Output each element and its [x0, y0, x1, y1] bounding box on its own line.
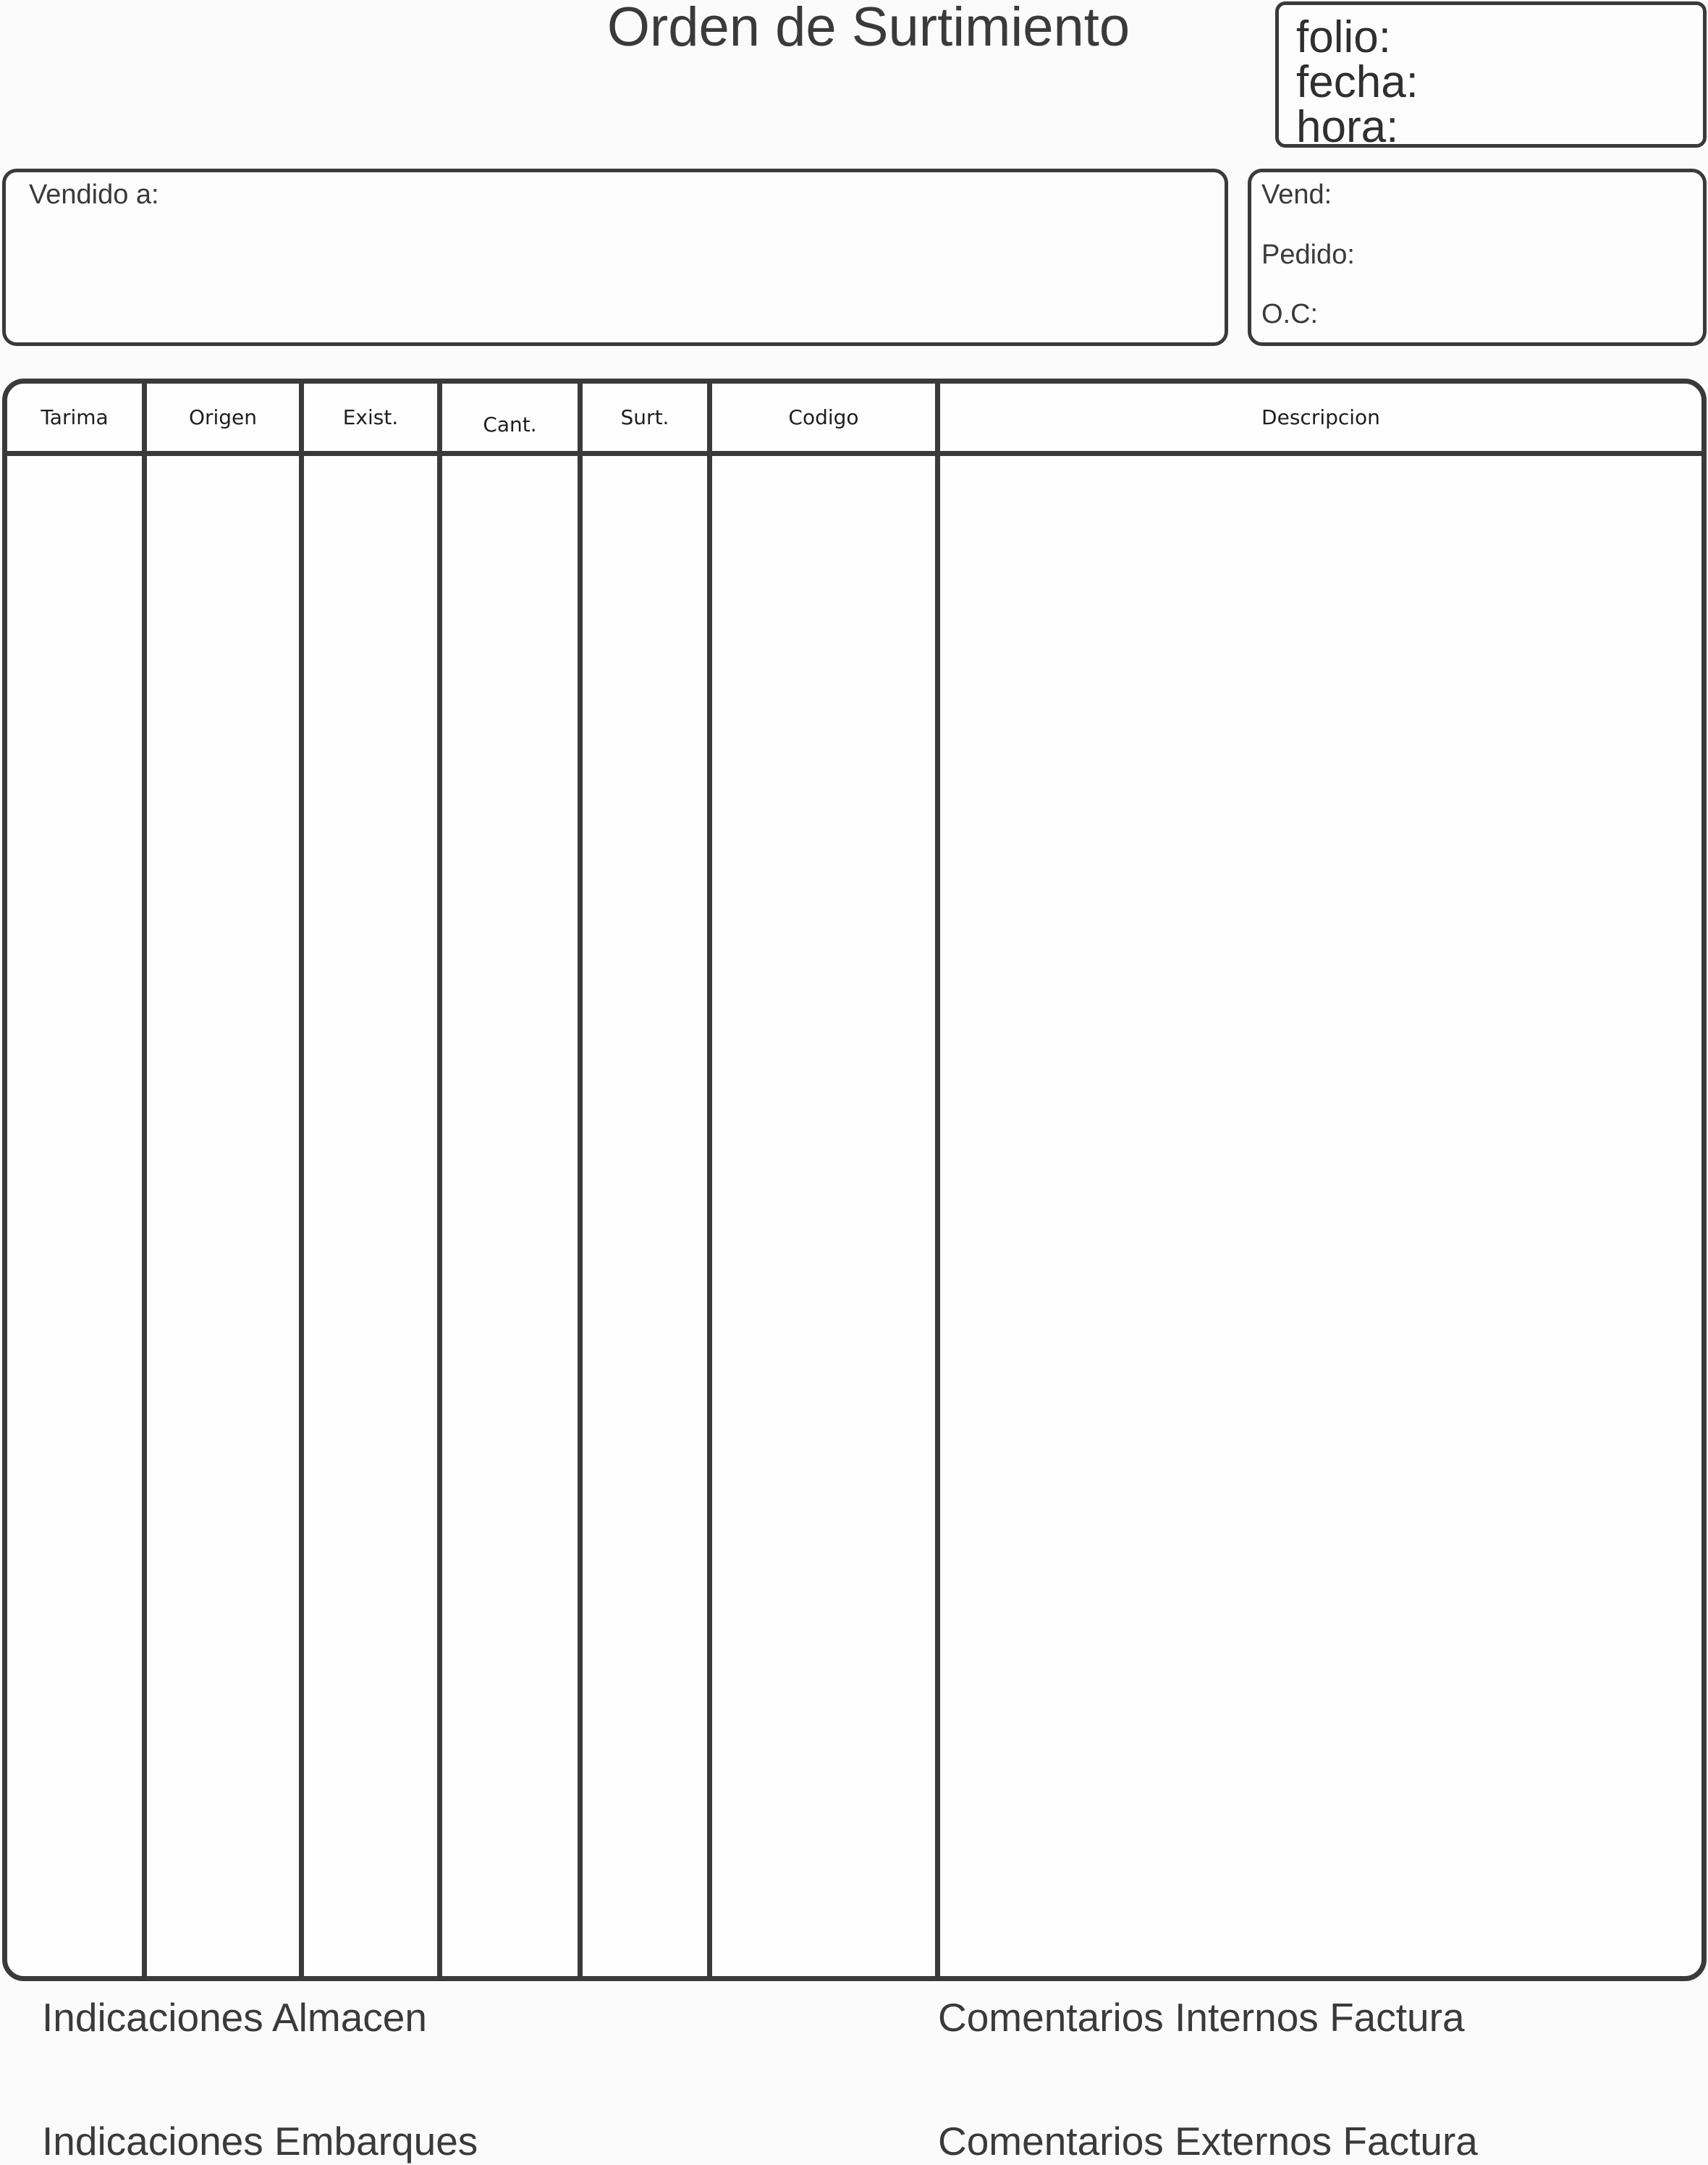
- indicaciones-almacen-label: Indicaciones Almacen: [42, 1995, 427, 2040]
- column-divider: [578, 384, 583, 1976]
- sales-info-box: [1248, 169, 1707, 346]
- column-header-codigo: Codigo: [788, 405, 859, 429]
- vendido-label: Vendido a:: [29, 180, 159, 210]
- column-header-exist: Exist.: [342, 405, 399, 429]
- indicaciones-embarques-label: Indicaciones Embarques: [42, 2119, 478, 2164]
- column-header-cant: Cant.: [483, 413, 537, 436]
- customer-box: [2, 169, 1228, 346]
- comentarios-internos-label: Comentarios Internos Factura: [938, 1995, 1465, 2040]
- folio-info-box: [1275, 1, 1707, 152]
- column-header-surt: Surt.: [620, 405, 669, 429]
- column-divider: [707, 384, 712, 1976]
- column-divider: [299, 384, 304, 1976]
- hora-label: hora:: [1296, 102, 1399, 152]
- column-divider: [437, 384, 442, 1976]
- column-divider: [142, 384, 147, 1976]
- comentarios-externos-label: Comentarios Externos Factura: [938, 2119, 1478, 2164]
- table-header-rule: [7, 451, 1701, 456]
- oc-label: O.C:: [1261, 299, 1319, 329]
- column-header-descripcion: Descripcion: [1261, 405, 1380, 429]
- items-table: [2, 379, 1707, 1981]
- page-title: Orden de Surtimiento: [606, 0, 1130, 58]
- column-header-origen: Origen: [188, 405, 258, 429]
- column-divider: [935, 384, 940, 1976]
- fecha-label: fecha:: [1296, 57, 1419, 107]
- folio-label: folio:: [1296, 12, 1391, 62]
- pedido-label: Pedido:: [1261, 240, 1355, 270]
- column-header-tarima: Tarima: [41, 405, 109, 429]
- vend-label: Vend:: [1261, 180, 1332, 210]
